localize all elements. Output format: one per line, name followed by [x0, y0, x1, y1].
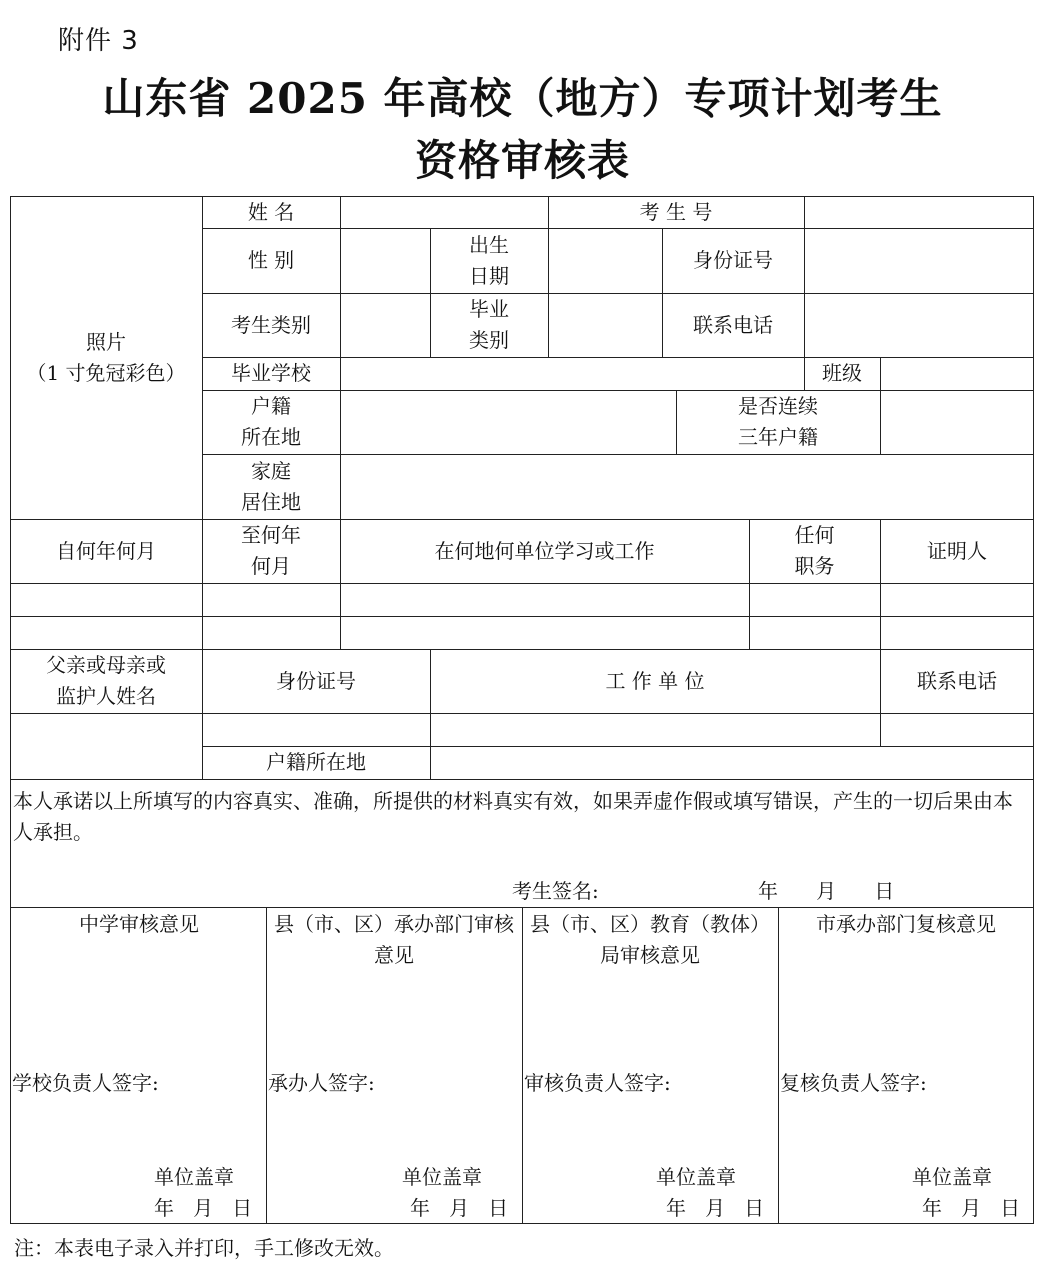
review-sign-county-office: 承办人签字:	[268, 1071, 375, 1095]
review-sign-school: 学校负责人签字:	[12, 1071, 159, 1095]
candidate-signature-label: 考生签名:	[512, 879, 599, 903]
history-from-header: 自何年何月	[56, 538, 156, 563]
history-witness-header: 证明人	[927, 538, 987, 563]
review-stamp-education-bureau: 单位盖章	[656, 1165, 736, 1189]
guardian-phone-header: 联系电话	[917, 668, 997, 693]
history-position-header: 任何 职务	[794, 523, 835, 578]
annex-label: 附件 3	[58, 26, 139, 56]
review-title-city-office: 市承办部门复核意见	[816, 912, 996, 936]
id-number-label: 身份证号	[693, 248, 773, 272]
name-label: 姓 名	[247, 199, 295, 224]
history-to-header: 至何年 何月	[241, 523, 301, 578]
review-sign-city-office: 复核负责人签字:	[780, 1071, 927, 1095]
review-stamp-school: 单位盖章	[154, 1165, 234, 1189]
review-title-school: 中学审核意见	[79, 912, 199, 936]
guardian-work-header: 工 作 单 位	[605, 668, 705, 693]
review-stamp-county-office: 单位盖章	[402, 1165, 482, 1189]
gender-label: 性 别	[247, 248, 295, 272]
footer-note: 注：本表电子录入并打印，手工修改无效。	[14, 1236, 394, 1260]
form-subtitle: 资格审核表	[414, 136, 630, 185]
school-label: 毕业学校	[231, 361, 311, 385]
review-sign-education-bureau: 审核负责人签字:	[524, 1071, 671, 1095]
guardian-name-header: 父亲或母亲或 监护人姓名	[46, 653, 166, 708]
review-date-city-office: 年 月 日	[922, 1196, 1021, 1220]
class-label: 班级	[822, 361, 862, 385]
review-title-county-office: 县（市、区）承办部门审核意见	[274, 912, 514, 967]
photo-box[interactable]: 照片 （1 寸免冠彩色）	[26, 329, 186, 385]
phone-label: 联系电话	[693, 312, 773, 337]
guardian-hukou-label: 户籍所在地	[266, 750, 366, 774]
guardian-id-header: 身份证号	[276, 668, 356, 693]
form-title: 山东省 2025 年高校（地方）专项计划考生	[102, 74, 943, 123]
history-place-header: 在何地何单位学习或工作	[434, 538, 655, 563]
graduation-type-label: 毕业 类别	[469, 297, 509, 352]
qualification-review-form	[10, 196, 1034, 1224]
review-date-education-bureau: 年 月 日	[666, 1196, 765, 1220]
hukou-location-label: 户籍 所在地	[241, 394, 301, 449]
review-stamp-city-office: 单位盖章	[912, 1165, 992, 1189]
home-address-label: 家庭 居住地	[241, 458, 301, 514]
review-date-school: 年 月 日	[154, 1196, 253, 1220]
candidate-category-label: 考生类别	[231, 312, 311, 337]
review-date-county-office: 年 月 日	[410, 1196, 509, 1220]
birth-date-label: 出生 日期	[469, 232, 509, 288]
exam-number-label: 考 生 号	[639, 199, 713, 224]
review-title-education-bureau: 县（市、区）教育（教体）局审核意见	[530, 912, 770, 967]
pledge-text: 本人承诺以上所填写的内容真实、准确，所提供的材料真实有效，如果弄虚作假或填写错误，产生的一切后果由本人承担。	[13, 789, 1013, 844]
three-year-hukou-label: 是否连续 三年户籍	[738, 394, 818, 449]
pledge-date: 年 月 日	[758, 879, 895, 903]
